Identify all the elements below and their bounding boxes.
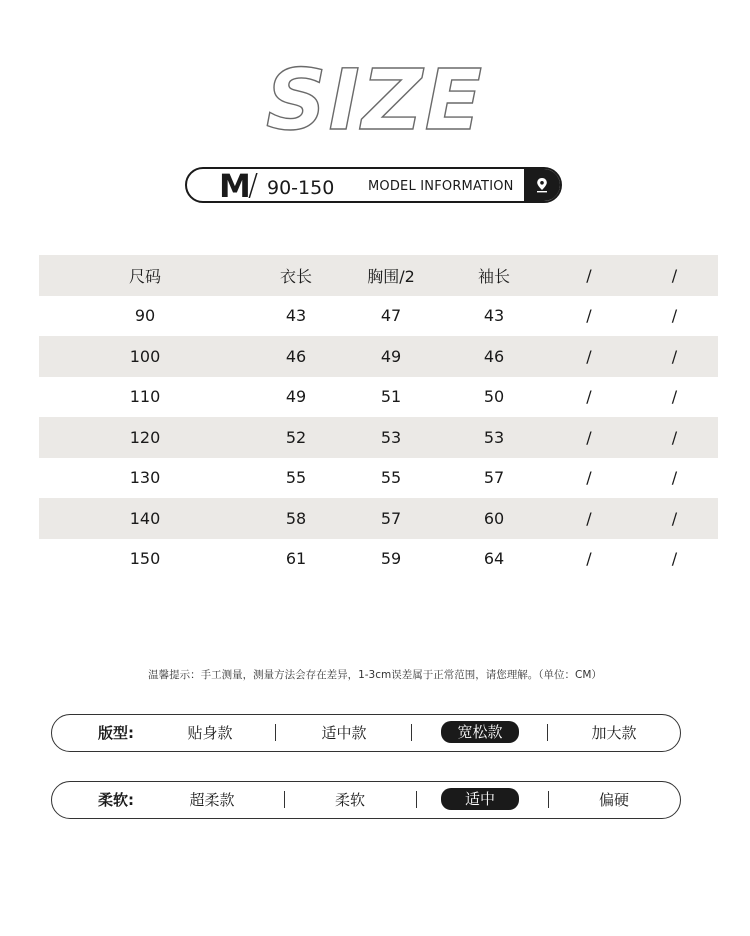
cell-blank-a: / [586, 387, 592, 407]
softness-label: 柔软: [98, 791, 134, 809]
cell-chest-half: 55 [380, 468, 402, 488]
cell-blank-b: / [631, 498, 718, 539]
cell-blank-b: / [631, 336, 718, 377]
cell-length: 55 [285, 468, 307, 488]
cell-size: 140 [39, 498, 251, 539]
cell-size: 110 [129, 387, 161, 407]
cell-blank-b: / [671, 468, 678, 488]
separator [284, 791, 285, 808]
slash-divider: / [248, 168, 259, 203]
model-icon-cap [524, 167, 562, 203]
cell-chest-half: 53 [341, 417, 441, 458]
softness-selector [51, 781, 681, 819]
table-row [39, 539, 718, 580]
separator [416, 791, 417, 808]
table-row [39, 417, 718, 458]
cell-sleeve: 50 [483, 387, 505, 407]
cell-blank-a: / [547, 336, 631, 377]
size-title: SIZE [265, 51, 485, 149]
cell-length: 衣长 [251, 255, 341, 296]
cell-blank-a: / [547, 417, 631, 458]
cell-blank-a: / [547, 498, 631, 539]
cell-sleeve: 64 [483, 549, 505, 569]
cell-sleeve: 袖长 [441, 255, 547, 296]
cell-blank-b: / [671, 549, 678, 569]
cell-blank-a: / [586, 468, 592, 488]
cell-size: 150 [129, 549, 161, 569]
table-row [39, 296, 718, 337]
table-header-row [39, 255, 718, 296]
fit-option-regular[interactable]: 适中款 [321, 724, 367, 742]
cell-sleeve: 53 [441, 417, 547, 458]
cell-length: 52 [251, 417, 341, 458]
cell-length: 46 [251, 336, 341, 377]
cell-size: 130 [129, 468, 161, 488]
cell-size: 100 [39, 336, 251, 377]
model-information-banner [185, 167, 562, 203]
cell-sleeve: 43 [483, 306, 505, 326]
separator [275, 724, 276, 741]
cell-blank-a: / [547, 255, 631, 296]
measurement-note: 温馨提示：手工测量，测量方法会存在差异，1-3cm误差属于正常范围，请您理解。（单位：CM） [148, 669, 602, 681]
fit-option-slim[interactable]: 贴身款 [187, 724, 233, 742]
size-chart-table [39, 255, 718, 579]
separator [548, 791, 549, 808]
separator [547, 724, 548, 741]
model-size-letter: M [219, 167, 251, 203]
table-row [39, 458, 718, 499]
cell-length: 58 [251, 498, 341, 539]
fit-option-oversize[interactable]: 加大款 [591, 724, 637, 742]
softness-option-medium[interactable]: 适中 [441, 788, 519, 810]
cell-size: 90 [134, 306, 156, 326]
cell-size: 尺码 [39, 255, 251, 296]
fit-type-label: 版型: [98, 724, 134, 742]
softness-option-soft[interactable]: 柔软 [334, 791, 365, 809]
cell-size: 120 [39, 417, 251, 458]
cell-blank-b: / [671, 306, 678, 326]
cell-sleeve: 60 [441, 498, 547, 539]
cell-length: 61 [285, 549, 307, 569]
cell-blank-b: / [631, 417, 718, 458]
cell-chest-half: 51 [380, 387, 402, 407]
fit-type-selector [51, 714, 681, 752]
cell-blank-a: / [586, 306, 592, 326]
cell-chest-half: 49 [341, 336, 441, 377]
cell-chest-half: 胸围/2 [341, 255, 441, 296]
cell-length: 43 [285, 306, 307, 326]
fit-option-loose[interactable]: 宽松款 [441, 721, 519, 743]
table-row [39, 498, 718, 539]
cell-length: 49 [285, 387, 307, 407]
cell-chest-half: 57 [341, 498, 441, 539]
cell-blank-a: / [586, 549, 592, 569]
cell-sleeve: 57 [483, 468, 505, 488]
cell-chest-half: 59 [380, 549, 402, 569]
separator [411, 724, 412, 741]
softness-option-firm[interactable]: 偏硬 [598, 791, 629, 809]
model-height-range: 90-150 [267, 177, 335, 199]
cell-chest-half: 47 [380, 306, 402, 326]
table-row [39, 336, 718, 377]
location-pin-icon [533, 176, 551, 194]
cell-sleeve: 46 [441, 336, 547, 377]
softness-option-ultra-soft[interactable]: 超柔款 [189, 791, 235, 809]
cell-blank-b: / [671, 387, 678, 407]
cell-blank-b: / [631, 255, 718, 296]
model-information-label: MODEL INFORMATION [368, 179, 514, 194]
table-row [39, 377, 718, 418]
